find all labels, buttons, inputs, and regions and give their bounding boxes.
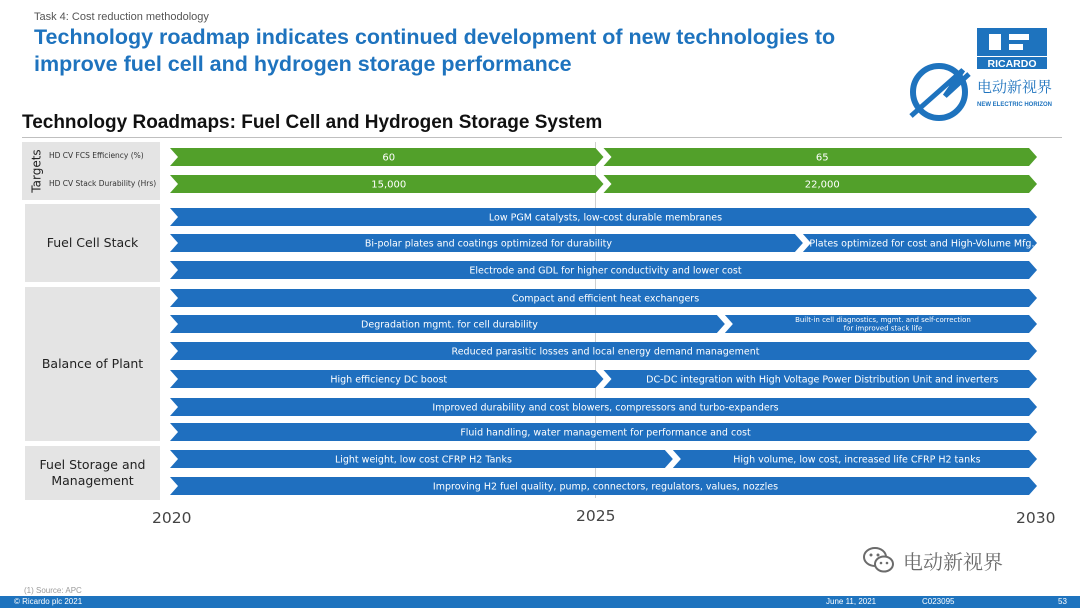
roadmap-bar-2-0-0-label: Light weight, low cost CFRP H2 Tanks [334,454,512,466]
targets-heading: Targets [30,149,45,193]
roadmap-bar-0-1-1-label: Plates optimized for cost and High-Volume Mfg. [809,238,1035,250]
roadmap-bar-1-4-0 [170,398,1037,416]
task-label: Task 4: Cost reduction methodology [34,11,209,23]
target-bar-1-1 [604,175,1038,193]
roadmap-bar-1-0-0 [170,289,1037,307]
roadmap-bar-0-0-0-label: Low PGM catalysts, low-cost durable membranes [488,212,723,224]
target-label-durability: HD CV Stack Durability (Hrs) [49,179,157,188]
roadmap-bar-2-0-1 [673,450,1037,468]
target-bar-1-1-label: 22,000 [804,179,840,191]
footer-date: June 11, 2021 [826,597,877,606]
roadmap-bar-1-3-1 [604,370,1038,388]
roadmap-bar-2-1-0-label: Improving H2 fuel quality, pump, connectors, regulators, values, nozzles [432,481,779,493]
year-2025: 2025 [576,507,616,525]
roadmap-bar-0-2-0-label: Electrode and GDL for higher conductivity and lower cost [469,265,742,277]
roadmap-bar-2-0-1-label: High volume, low cost, increased life CFRP H2 tanks [733,454,981,466]
roadmap-bar-1-5-0 [170,423,1037,441]
roadmap-bar-2-1-0 [170,477,1037,495]
target-bar-0-0 [170,148,604,166]
roadmap-bar-2-0-0 [170,450,673,468]
logo-partner-en: NEW ELECTRIC HORIZON [977,102,1052,108]
roadmap-bar-1-2-0-label: Reduced parasitic losses and local energy demand management [451,346,760,358]
roadmap-bar-1-1-0-label: Degradation mgmt. for cell durability [361,319,538,331]
roadmap-bar-1-1-1 [725,315,1037,333]
roadmap-bar-1-5-0-label: Fluid handling, water management for performance and cost [460,427,751,439]
footer-bar [0,596,1080,608]
source-note: (1) Source: APC [24,586,82,595]
footer-page: 53 [1058,597,1067,606]
roadmap-bar-0-1-1 [803,234,1037,252]
roadmap-bar-1-1-0 [170,315,725,333]
roadmap-bar-0-1-0-label: Bi-polar plates and coatings optimized for durability [364,238,613,250]
watermark-text: 电动新视界 [903,550,1003,574]
roadmap-bar-0-2-0 [170,261,1037,279]
footer-copyright: © Ricardo plc 2021 [14,597,83,606]
section-fuel-storage: Fuel Storage and Management [25,446,160,500]
target-label-efficiency: HD CV FCS Efficiency (%) [49,151,144,160]
year-2030: 2030 [1016,509,1056,527]
roadmap-bar-1-3-0-label: High efficiency DC boost [330,374,448,386]
logo-brand-text: RICARDO [987,58,1037,70]
target-bar-0-1 [604,148,1038,166]
logo-partner-cn: 电动新视界 [977,78,1053,96]
target-bar-0-0-label: 60 [382,152,396,164]
wechat-icon [862,543,896,577]
footer-code: C023095 [922,597,955,606]
target-bar-0-1-label: 65 [815,152,829,164]
roadmap-bar-1-1-1-label: Built-in cell diagnostics, mgmt. and self-correction for improved stack life [795,316,971,333]
roadmap-bar-1-0-0-label: Compact and efficient heat exchangers [511,293,700,305]
target-bar-1-0-label: 15,000 [371,179,407,191]
roadmap-bar-1-3-0 [170,370,604,388]
roadmap-bar-0-0-0 [170,208,1037,226]
roadmap-bar-1-4-0-label: Improved durability and cost blowers, compressors and turbo-expanders [432,402,779,414]
page-title: Technology roadmap indicates continued development of new technologies to improve fuel cell and hydrogen storage performance [34,25,836,76]
year-2020: 2020 [152,509,192,527]
section-balance-of-plant: Balance of Plant [25,287,160,441]
target-bar-1-0 [170,175,604,193]
roadmap-bar-1-2-0 [170,342,1037,360]
roadmap-title: Technology Roadmaps: Fuel Cell and Hydrogen Storage System [22,112,603,133]
roadmap-bar-1-3-1-label: DC-DC integration with High Voltage Power Distribution Unit and inverters [646,374,999,386]
roadmap-bar-0-1-0 [170,234,803,252]
section-fuel-cell-stack: Fuel Cell Stack [25,204,160,282]
